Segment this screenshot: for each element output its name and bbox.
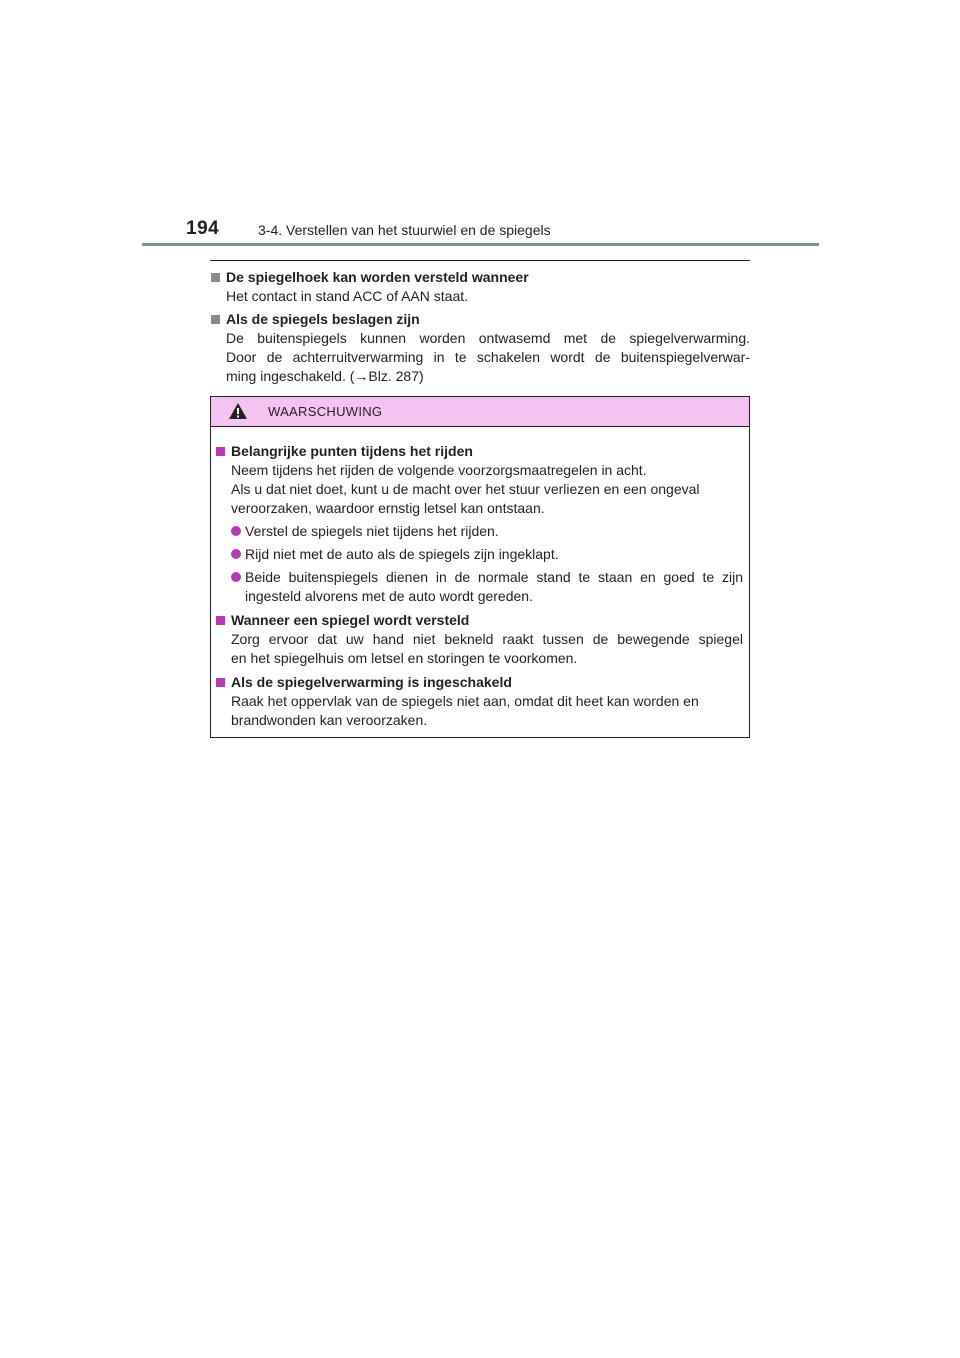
text-line: Verstel de spiegels niet tijdens het rijden.: [245, 523, 499, 539]
page-number: 194: [186, 218, 220, 239]
warning-text: [215, 630, 743, 668]
warning-heading-text: Wanneer een spiegel wordt versteld: [231, 612, 470, 628]
note-heading: [210, 267, 750, 287]
warning-text: [215, 461, 743, 518]
warning-heading: [215, 610, 743, 630]
text-line: ingesteld alvorens met de auto wordt gereden.: [245, 588, 533, 604]
bullet-item: [215, 568, 743, 606]
text-line: veroorzaken, waardoor ernstig letsel kan ontstaan.: [231, 500, 545, 516]
warning-box: [210, 396, 750, 738]
text-line: Als u dat niet doet, kunt u de macht over het stuur verliezen en een ongeval: [231, 481, 700, 497]
dot-bullet-icon: [231, 526, 241, 536]
note-heading: [210, 309, 750, 329]
bullet-item: [215, 545, 743, 564]
warning-text: [215, 692, 743, 730]
warning-triangle-icon: [228, 402, 248, 420]
note-text: [210, 287, 750, 306]
warning-heading-text: Als de spiegelverwarming is ingeschakeld: [231, 674, 512, 690]
text-line: Door de achterruitverwarming in te schakelen wordt de buitenspiegelverwar-: [226, 349, 750, 365]
text-line: Het contact in stand ACC of AAN staat.: [226, 288, 469, 304]
note-heading-text: De spiegelhoek kan worden versteld wanneer: [226, 269, 529, 285]
text-line: en het spiegelhuis om letsel en storingen te voorkomen.: [231, 650, 578, 666]
square-bullet-icon: [216, 616, 225, 625]
square-bullet-icon: [211, 315, 220, 324]
warning-heading-text: Belangrijke punten tijdens het rijden: [231, 443, 473, 459]
warning-header: [211, 397, 749, 427]
dot-bullet-icon: [231, 549, 241, 559]
bullet-item: [215, 522, 743, 541]
warning-heading: [215, 672, 743, 692]
square-bullet-icon: [216, 447, 225, 456]
warning-title: WAARSCHUWING: [268, 404, 383, 419]
warning-body: [211, 427, 749, 730]
note-text: [210, 329, 750, 386]
divider: [210, 260, 750, 261]
warning-heading: [215, 441, 743, 461]
text-line: De buitenspiegels kunnen worden ontwasemd met de spiegelverwarming.: [226, 330, 750, 346]
text-line: brandwonden kan veroorzaken.: [231, 712, 428, 728]
text-line: Neem tijdens het rijden de volgende voorzorgsmaatregelen in acht.: [231, 462, 647, 478]
square-bullet-icon: [216, 678, 225, 687]
header-rule: [142, 243, 819, 246]
note-heading-text: Als de spiegels beslagen zijn: [226, 311, 420, 327]
text-line: Raak het oppervlak van de spiegels niet aan, omdat dit heet kan worden en: [231, 693, 699, 709]
text-line: ming ingeschakeld. (→Blz. 287): [226, 368, 424, 384]
square-bullet-icon: [211, 273, 220, 282]
text-line: Rijd niet met de auto als de spiegels zijn ingeklapt.: [245, 546, 559, 562]
section-title: 3-4. Verstellen van het stuurwiel en de spiegels: [258, 222, 551, 238]
dot-bullet-icon: [231, 572, 241, 582]
text-line: Zorg ervoor dat uw hand niet bekneld raakt tussen de bewegende spiegel: [231, 631, 743, 647]
text-line: Beide buitenspiegels dienen in de normale stand te staan en goed te zijn: [245, 569, 743, 585]
intro-notes: [210, 267, 750, 389]
